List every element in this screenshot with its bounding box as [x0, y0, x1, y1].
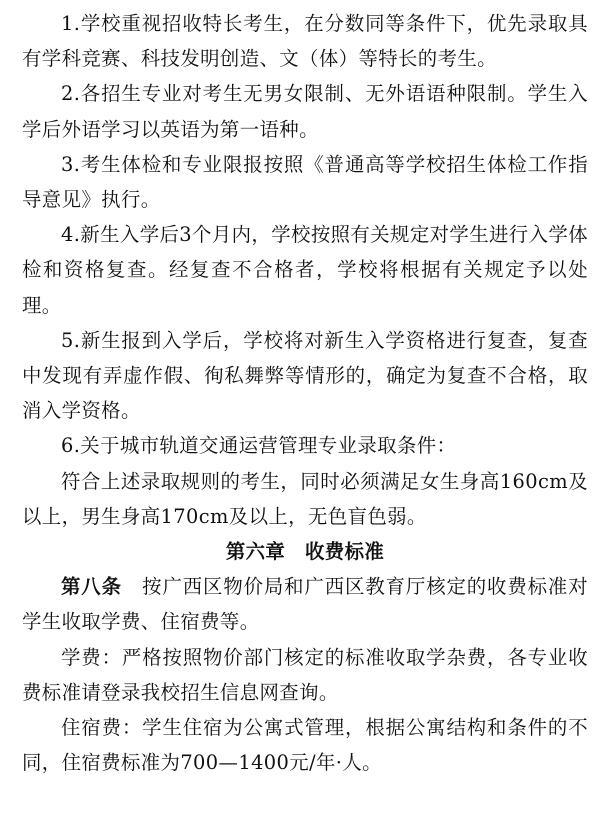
document-page: [22, 6, 588, 780]
rule-paragraph-5: 5.新生报到入学后，学校将对新生入学资格进行复查，复查中发现有弄虚作假、徇私舞弊等情形的，确定为复查不合格，取消入学资格。: [22, 328, 588, 423]
rule-paragraph-6-detail: 符合上述录取规则的考生，同时必须满足女生身高160cm及以上，男生身高170cm及以上，无色盲色弱。: [22, 469, 588, 528]
rule-paragraph-1: 1.学校重视招收特长考生，在分数同等条件下，优先录取具有学科竞赛、科技发明创造、文（体）等特长的考生。: [22, 12, 588, 71]
tuition-paragraph: 学费：严格按照物价部门核定的标准收取学杂费，各专业收费标准请登录我校招生信息网查询。: [22, 645, 588, 704]
article-text: 按广西区物价局和广西区教育厅核定的收费标准对学生收取学费、住宿费等。: [22, 575, 589, 634]
rule-paragraph-2: 2.各招生专业对考生无男女限制、无外语语种限制。学生入学后外语学习以英语为第一语种。: [22, 82, 588, 141]
accommodation-paragraph: 住宿费：学生住宿为公寓式管理，根据公寓结构和条件的不同，住宿费标准为700—1400元/年·人。: [22, 716, 588, 775]
article-eight-paragraph: [22, 569, 588, 639]
rule-paragraph-3: 3.考生体检和专业限报按照《普通高等学校招生体检工作指导意见》执行。: [22, 152, 588, 212]
chapter-heading: 第六章 收费标准: [225, 540, 385, 564]
rule-paragraph-4: 4.新生入学后3个月内，学校按照有关规定对学生进行入学体检和资格复查。经复查不合格者，学校将根据有关规定予以处理。: [22, 223, 588, 317]
article-label: 第八条: [61, 575, 122, 599]
rule-paragraph-6: 6.关于城市轨道交通运营管理专业录取条件：: [61, 434, 457, 458]
